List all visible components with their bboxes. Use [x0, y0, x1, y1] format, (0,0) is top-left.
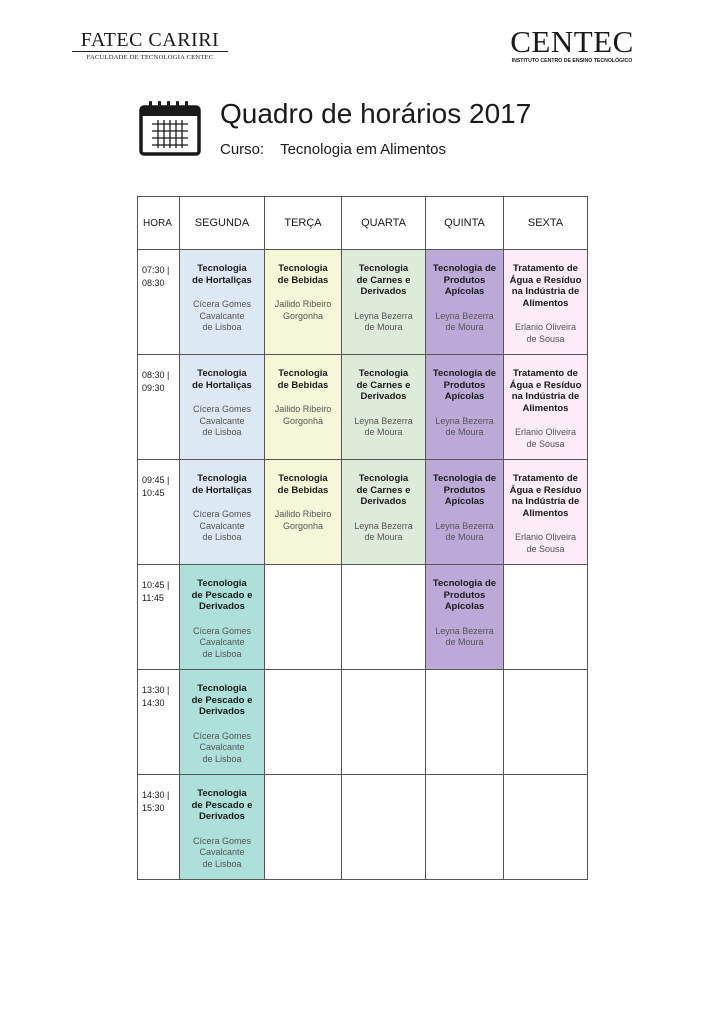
fatec-cariri-logo [72, 30, 228, 61]
centec-logo-subtitle: INSTITUTO CENTRO DE ENSINO TECNOLÓGICO [511, 58, 633, 64]
subject-name: Tecnologia de Bebidas [277, 263, 329, 286]
professor-name: Cícera Gomes Cavalcante de Lisboa [192, 625, 252, 659]
class-cell [180, 670, 265, 775]
schedule-row [138, 670, 588, 775]
professor-name: Cícera Gomes Cavalcante de Lisboa [192, 404, 252, 437]
class-cell [180, 355, 265, 460]
subject-name: Tecnologia de Bebidas [277, 473, 329, 496]
class-cell [426, 250, 504, 355]
column-header-terça: TERÇA [265, 197, 342, 250]
schedule-header-row [138, 197, 588, 250]
time-slot: 14:30 | 15:30 [138, 775, 180, 880]
subject-name: Tecnologia de Carnes e Derivados [356, 263, 411, 297]
schedule-table [137, 196, 588, 880]
subject-name: Tecnologia de Hortaliças [192, 368, 252, 391]
professor-name: Leyna Bezerra de Moura [354, 520, 413, 542]
class-cell [265, 355, 342, 460]
professor-name: Leyna Bezerra de Moura [435, 415, 494, 437]
empty-cell [426, 670, 504, 775]
schedule-row [138, 355, 588, 460]
subject-name: Tratamento de Água e Resíduo na Indústria de Alimentos [509, 473, 582, 519]
class-cell [342, 250, 426, 355]
empty-cell [342, 775, 426, 880]
class-cell [342, 460, 426, 565]
professor-name: Erlanio Oliveira de Sousa [514, 322, 577, 344]
column-header-sexta: SEXTA [504, 197, 588, 250]
subject-name: Tecnologia de Carnes e Derivados [356, 473, 411, 507]
professor-name: Cícera Gomes Cavalcante de Lisboa [192, 835, 252, 869]
page-title: Quadro de horários 2017 [220, 98, 532, 129]
subject-name: Tecnologia de Pescado e Derivados [191, 578, 253, 612]
empty-cell [504, 565, 588, 670]
class-cell [504, 460, 588, 565]
subject-name: Tecnologia de Hortaliças [192, 263, 252, 286]
professor-name: Leyna Bezerra de Moura [435, 625, 494, 647]
professor-name: Jailido Ribeiro Gorgonha [274, 404, 332, 426]
time-slot: 08:30 | 09:30 [138, 355, 180, 460]
subject-name: Tratamento de Água e Resíduo na Indústria de Alimentos [509, 368, 582, 414]
fatec-logo-subtitle: FACULDADE DE TECNOLOGIA CENTEC [86, 54, 214, 61]
professor-name: Leyna Bezerra de Moura [435, 310, 494, 332]
course-label: Curso: [220, 141, 265, 158]
course-name: Tecnologia em Alimentos [280, 141, 447, 158]
class-cell [180, 250, 265, 355]
class-cell [504, 355, 588, 460]
time-slot: 09:45 | 10:45 [138, 460, 180, 565]
class-cell [426, 565, 504, 670]
class-cell [426, 460, 504, 565]
schedule-row [138, 775, 588, 880]
class-cell [342, 355, 426, 460]
calendar-icon [139, 100, 201, 156]
column-header-quarta: QUARTA [342, 197, 426, 250]
course-line [220, 141, 446, 158]
centec-logo [508, 24, 636, 64]
class-cell [265, 250, 342, 355]
professor-name: Cícera Gomes Cavalcante de Lisboa [192, 730, 252, 764]
professor-name: Erlanio Oliveira de Sousa [514, 427, 577, 449]
empty-cell [504, 670, 588, 775]
empty-cell [342, 670, 426, 775]
column-header-quinta: QUINTA [426, 197, 504, 250]
class-cell [180, 775, 265, 880]
schedule-row [138, 565, 588, 670]
schedule-row [138, 460, 588, 565]
fatec-logo-name: FATEC CARIRI [72, 30, 228, 52]
class-cell [265, 460, 342, 565]
professor-name: Erlanio Oliveira de Sousa [514, 532, 577, 554]
empty-cell [265, 670, 342, 775]
empty-cell [342, 565, 426, 670]
subject-name: Tecnologia de Produtos Apícolas [432, 263, 497, 297]
empty-cell [504, 775, 588, 880]
subject-name: Tecnologia de Produtos Apícolas [432, 473, 497, 507]
professor-name: Leyna Bezerra de Moura [354, 415, 413, 437]
time-slot: 13:30 | 14:30 [138, 670, 180, 775]
class-cell [180, 565, 265, 670]
column-header-hora: HORA [138, 197, 180, 250]
empty-cell [265, 565, 342, 670]
class-cell [504, 250, 588, 355]
subject-name: Tecnologia de Carnes e Derivados [356, 368, 411, 402]
subject-name: Tecnologia de Bebidas [277, 368, 329, 391]
time-slot: 10:45 | 11:45 [138, 565, 180, 670]
professor-name: Cícera Gomes Cavalcante de Lisboa [192, 509, 252, 542]
time-slot: 07:30 | 08:30 [138, 250, 180, 355]
column-header-segunda: SEGUNDA [180, 197, 265, 250]
professor-name: Leyna Bezerra de Moura [435, 520, 494, 542]
schedule-row [138, 250, 588, 355]
subject-name: Tecnologia de Pescado e Derivados [191, 788, 253, 822]
professor-name: Leyna Bezerra de Moura [354, 310, 413, 332]
centec-logo-name: CENTEC [510, 24, 634, 59]
subject-name: Tecnologia de Hortaliças [192, 473, 252, 496]
class-cell [180, 460, 265, 565]
empty-cell [265, 775, 342, 880]
empty-cell [426, 775, 504, 880]
subject-name: Tecnologia de Produtos Apícolas [432, 368, 497, 402]
subject-name: Tecnologia de Pescado e Derivados [191, 683, 253, 717]
class-cell [426, 355, 504, 460]
professor-name: Jailido Ribeiro Gorgonha [274, 509, 332, 531]
professor-name: Cícera Gomes Cavalcante de Lisboa [192, 299, 252, 332]
subject-name: Tratamento de Água e Resíduo na Indústria de Alimentos [509, 263, 582, 309]
professor-name: Jailido Ribeiro Gorgonha [274, 299, 332, 321]
subject-name: Tecnologia de Produtos Apícolas [432, 578, 497, 612]
